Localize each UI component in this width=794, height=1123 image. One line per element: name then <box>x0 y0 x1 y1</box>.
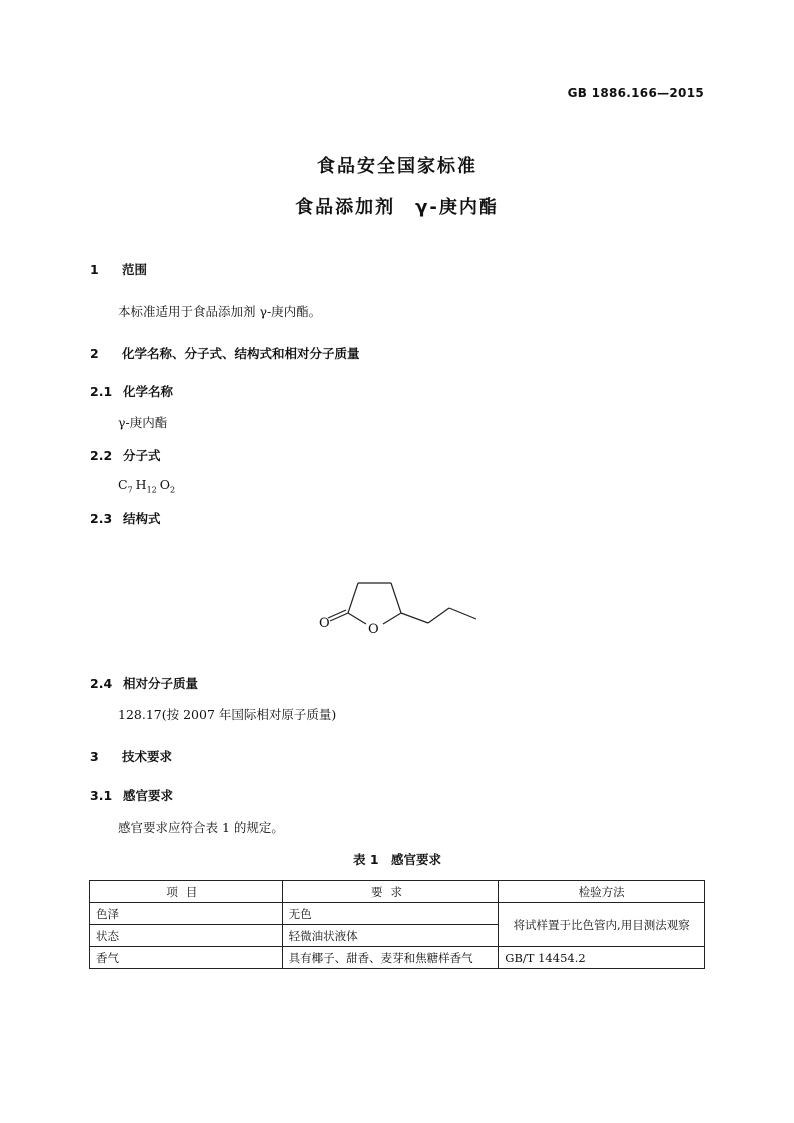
section-number: 3.1 <box>90 788 113 803</box>
section-number: 2.3 <box>90 511 113 526</box>
table-header-cell: 项目 <box>90 881 283 903</box>
table-row <box>90 903 705 925</box>
table-cell-method: GB/T 14454.2 <box>499 947 705 969</box>
ring-oxygen-label: O <box>368 622 379 637</box>
table-cell-item: 状态 <box>90 925 283 947</box>
section-number: 2.4 <box>90 676 113 691</box>
molecular-weight: 128.17(按 2007 年国际相对原子质量) <box>118 707 337 722</box>
table-header-row <box>90 881 705 903</box>
table-cell-method: 将试样置于比色管内,用目测法观察 <box>499 903 705 947</box>
table-header-cell: 检验方法 <box>499 881 705 903</box>
section-number: 2.2 <box>90 448 113 463</box>
section-number: 1 <box>90 262 99 277</box>
section-title: 化学名称、分子式、结构式和相对分子质量 <box>122 346 360 361</box>
table-cell-requirement: 具有椰子、甜香、麦芽和焦糖样香气 <box>282 947 499 969</box>
molecular-formula: $C_7$ $H_{12}$ $O_2$ <box>118 477 176 495</box>
sensory-requirements-table <box>89 880 705 969</box>
section-title: 化学名称 <box>123 384 174 399</box>
standard-number: GB 1886.166—2015 <box>567 86 704 100</box>
table-cell-requirement: 轻微油状液体 <box>282 925 499 947</box>
section-2-heading <box>90 344 360 362</box>
table-cell-item: 色泽 <box>90 903 283 925</box>
section-title: 技术要求 <box>122 749 173 764</box>
section-2-3-heading <box>90 509 161 527</box>
section-3-1-text: 感官要求应符合表 1 的规定。 <box>118 820 284 835</box>
section-3-heading <box>90 747 172 765</box>
table-cell-item: 香气 <box>90 947 283 969</box>
section-title: 分子式 <box>123 448 161 463</box>
section-number: 3 <box>90 749 99 764</box>
section-title: 相对分子质量 <box>123 676 199 691</box>
section-number: 2 <box>90 346 99 361</box>
section-title: 范围 <box>122 262 148 277</box>
section-1-heading <box>90 260 147 278</box>
section-3-1-heading <box>90 786 173 804</box>
section-2-1-heading <box>90 382 173 400</box>
carbonyl-oxygen-label: O <box>319 616 330 631</box>
chemical-name: γ-庚内酯 <box>118 415 168 430</box>
section-2-2-heading <box>90 446 161 464</box>
section-title: 感官要求 <box>123 788 174 803</box>
section-2-4-heading <box>90 674 198 692</box>
table-caption: 表 1 感官要求 <box>352 852 442 867</box>
section-number: 2.1 <box>90 384 113 399</box>
structural-formula <box>310 575 485 645</box>
table-cell-requirement: 无色 <box>282 903 499 925</box>
section-title: 结构式 <box>123 511 161 526</box>
table-row <box>90 947 705 969</box>
document-subtitle: 食品添加剂 γ-庚内酯 <box>295 197 499 218</box>
table-header-cell: 要求 <box>282 881 499 903</box>
section-1-text: 本标准适用于食品添加剂 γ-庚内酯。 <box>118 304 322 319</box>
document-title: 食品安全国家标准 <box>317 156 477 177</box>
